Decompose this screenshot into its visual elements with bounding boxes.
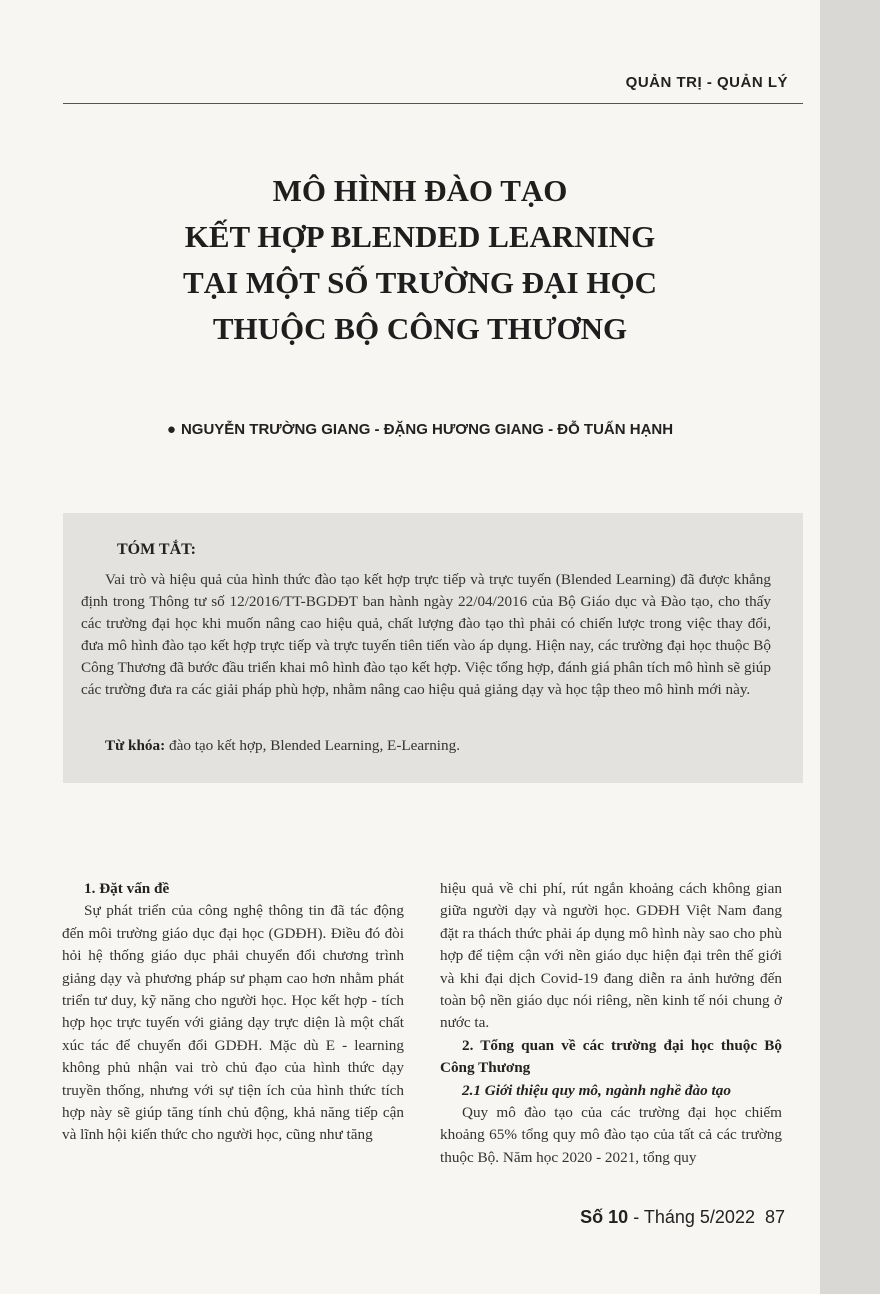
section-label: QUẢN TRỊ - QUẢN LÝ [625,74,788,91]
title-line-1: MÔ HÌNH ĐÀO TẠO [272,173,568,208]
title-line-4: THUỘC BỘ CÔNG THƯƠNG [212,311,628,346]
right-column [440,878,782,1169]
bullet-icon: ● [166,421,176,438]
page-footer [580,1207,785,1228]
abstract-box [63,513,803,783]
page-edge-shadow [820,0,880,1294]
title-line-2: KẾT HỢP BLENDED LEARNING [184,219,656,254]
abstract-body: Vai trò và hiệu quả của hình thức đào tạo kết hợp trực tiếp và trực tuyến (Blended Learning) đã được khẳng định trong Thông tư số 12/2016/TT-BGDĐT ban hành ngày 22/04/2016 của Bộ Giáo dục và Đào tạo, cho thấy các trường đại học khi muốn nâng cao hiệu quả, chất lượng đào tạo thì phải có chiến lược trong việc thay đổi, đưa mô hình đào tạo kết hợp trực tiếp và trực tuyến tiên tiến vào áp dụng. Hiện nay, các trường đại học thuộc Bộ Công Thương đã bước đầu triển khai mô hình đào tạo kết hợp. Việc tổng hợp, đánh giá phân tích mô hình sẽ giúp các trường đưa ra các giải pháp phù hợp, nhằm nâng cao hiệu quả giảng dạy và học tập theo mô hình mới này. [81,571,771,698]
subsection-heading-2-1: 2.1 Giới thiệu quy mô, ngành nghề đào tạo [462,1081,731,1099]
issue-date: - Tháng 5/2022 [628,1207,755,1227]
left-column [62,878,404,1147]
page-number: 87 [764,1207,785,1227]
article-title [60,168,780,352]
authors-text: NGUYỄN TRƯỜNG GIANG - ĐẶNG HƯƠNG GIANG - ĐỖ TUẤN HẠNH [180,421,674,438]
author-line [60,421,780,438]
keywords-text: đào tạo kết hợp, Blended Learning, E-Learning. [165,737,460,754]
abstract-keywords [105,735,775,757]
title-line-3: TẠI MỘT SỐ TRƯỜNG ĐẠI HỌC [183,265,657,300]
section-heading-2: 2. Tổng quan về các trường đại học thuộc Bộ Công Thương [440,1036,782,1077]
abstract-heading: TÓM TẮT: [117,541,196,558]
keywords-label: Từ khóa: [105,737,166,754]
section-heading-1: 1. Đặt vấn đề [84,880,170,897]
left-paragraph-1: Sự phát triển của công nghệ thông tin đã tác động đến môi trường giáo dục đại học (GDĐH). Điều đó đòi hỏi hệ thống giáo dục phải chuyển đổi chương trình giảng dạy và phương pháp sư phạm cao hơn nhằm phát triển tư duy, kỹ năng cho người học. Học kết hợp - tích hợp học trực tuyến với giảng dạy trực diện là một chất xúc tác để chuyển đổi GDĐH. Mặc dù E - learning không phủ nhận vai trò chủ đạo của hình thức dạy truyền thống, nhưng với sự tiện ích của hình thức tích hợp này sẽ giúp tăng tính chủ động, khả năng tiếp cận và lĩnh hội kiến thức cho người học, cũng như tăng [62,902,404,1144]
issue-label: Số 10 [580,1207,629,1227]
right-paragraph-2: Quy mô đào tạo của các trường đại học chiếm khoảng 65% tổng quy mô đào tạo của tất cả các trường thuộc Bộ. Năm học 2020 - 2021, tổng quy [440,1104,782,1166]
right-paragraph-1: hiệu quả về chi phí, rút ngắn khoảng cách không gian giữa người dạy và người học. GDĐH Việt Nam đang đặt ra thách thức phải áp dụng mô hình này sao cho phù hợp để tiệm cận với nền giáo dục hiện đại trên thế giới và khi đại dịch Covid-19 đang diễn ra ảnh hưởng đến toàn bộ nền giáo dục nói riêng, nền kinh tế nói chung ở nước ta. [440,880,782,1032]
header-rule [63,103,803,104]
